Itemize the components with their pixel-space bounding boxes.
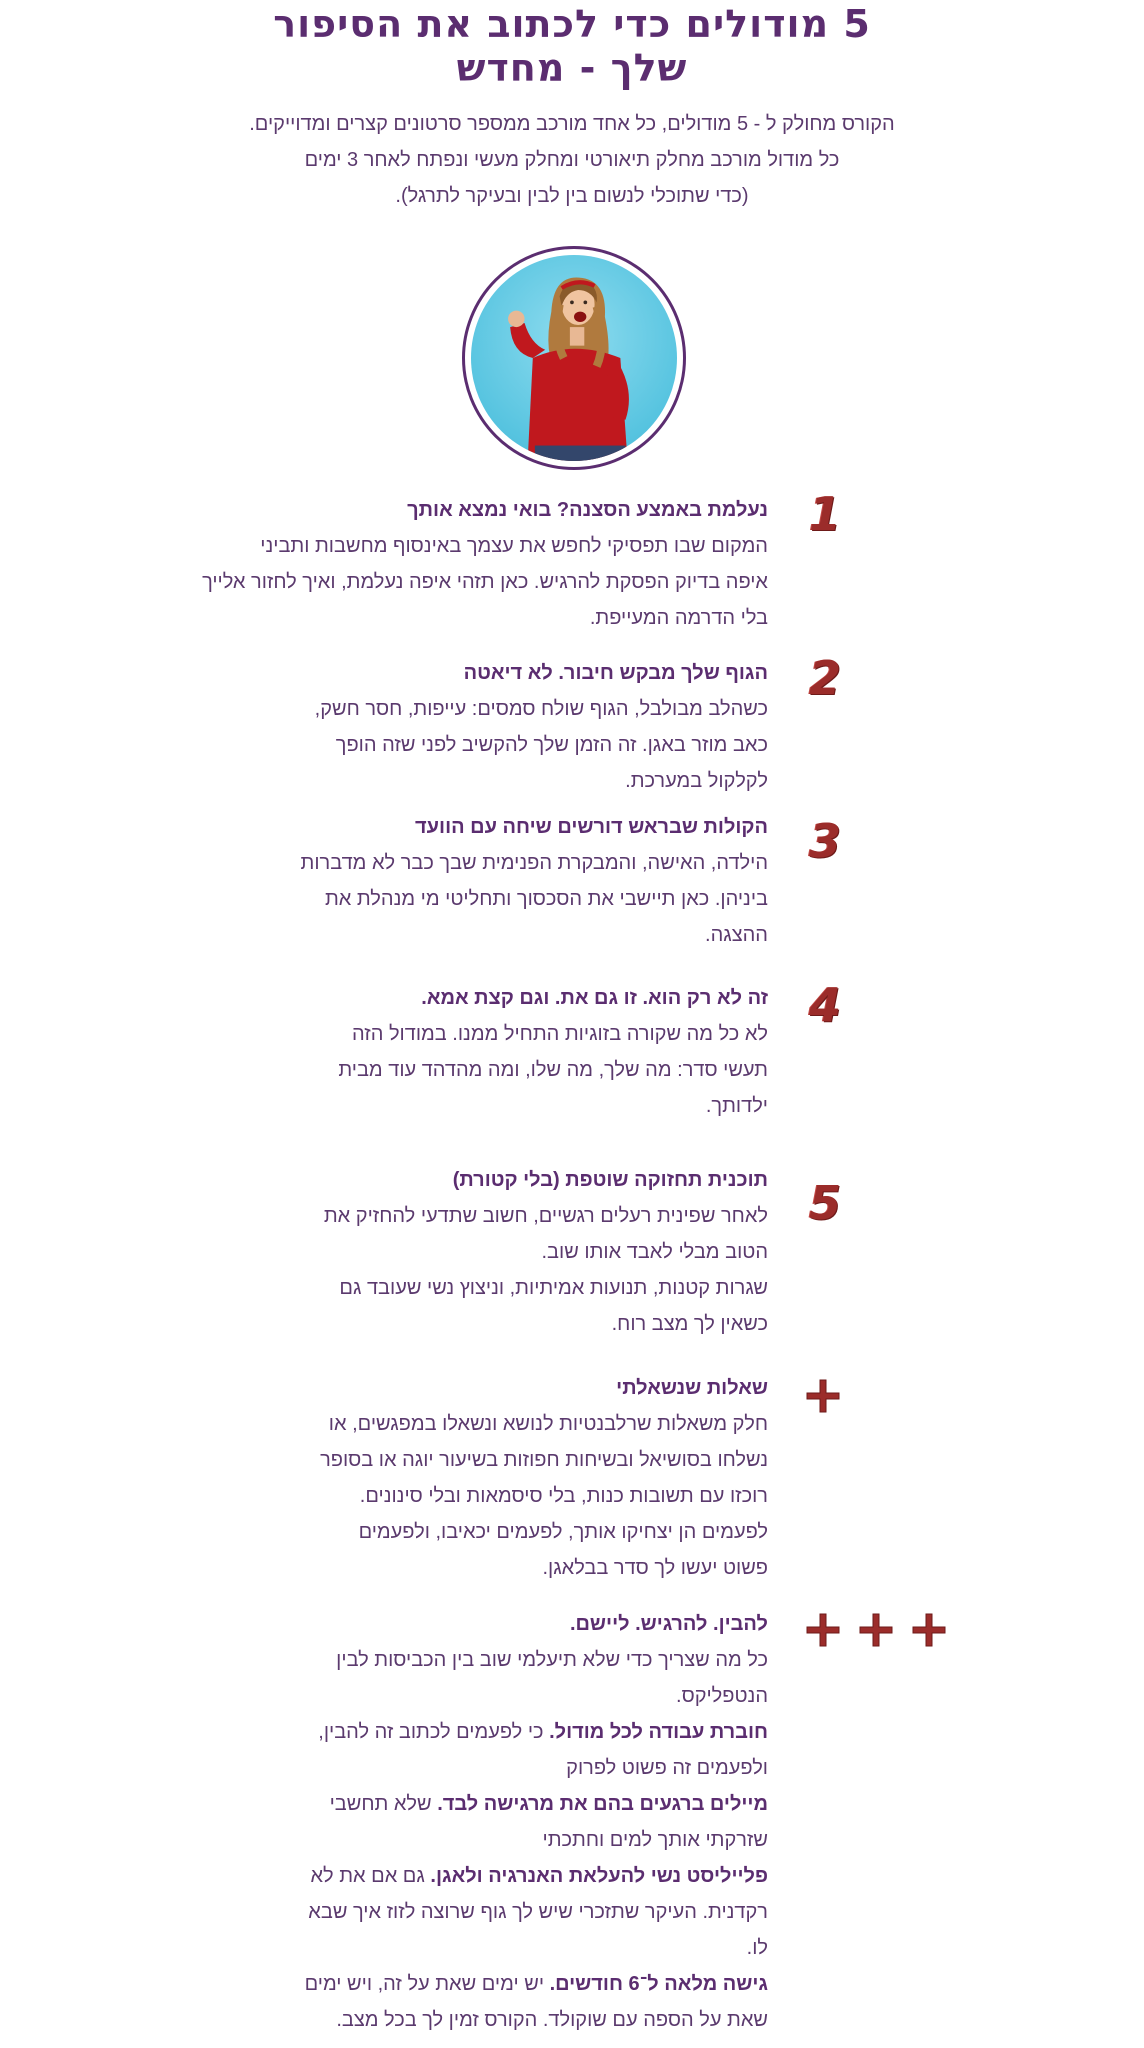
intro-text (0, 106, 1144, 214)
woman-pointing-photo (471, 255, 677, 461)
module-line: לאחר שפינית רעלים רגשיים, חשוב שתדעי להחזיק את (323, 1205, 768, 1227)
bonus-item-title: מיילים ברגעים בהם את מרגישה לבד. (437, 1793, 768, 1815)
module-line: כשאין לך מצב רוח. (611, 1313, 768, 1335)
module-line: בלי הדרמה המעייפת. (589, 607, 768, 629)
bonus-item-text: שלא תחשבי (329, 1793, 438, 1815)
intro-line-1: הקורס מחולק ל - 5 מודולים, כל אחד מורכב ממספר סרטונים קצרים ומדוייקים. (249, 113, 895, 135)
module-line: שאת על הספה עם שוקולד. הקורס זמין לך בכל מצב. (336, 2009, 768, 2031)
module-line: שגרות קטנות, תנועות אמיתיות, וניצוץ נשי שעובד גם (339, 1277, 768, 1299)
plus-icon (856, 1610, 896, 1650)
module-line: ילדותך. (705, 1095, 768, 1117)
bonus-item-title: גישה מלאה ל־6 חודשים. (549, 1973, 768, 1995)
module-heading: תוכנית תחזוקה שוטפת (בלי קטורת) (452, 1169, 768, 1191)
bonus-item-title: חוברת עבודה לכל מודול. (549, 1721, 768, 1743)
module-marker-3: 3 (808, 814, 841, 868)
module-line: הנטפליקס. (676, 1685, 768, 1707)
module-1 (202, 492, 768, 636)
module-line: הטוב מבלי לאבד אותו שוב. (541, 1241, 768, 1263)
bonus-item-workbook (228, 1714, 768, 1750)
intro-line-3: (כדי שתוכלי לנשום בין לבין ובעיקר לתרגל). (395, 185, 749, 207)
intro-line-2: כל מודול מורכב מחלק תיאורטי ומחלק מעשי ונפתח לאחר 3 ימים (304, 149, 840, 171)
plus-icon (909, 1610, 949, 1650)
module-line: איפה בדיוק הפסקת להרגיש. כאן תזהי איפה נעלמת, ואיך לחזור אלייך (202, 571, 768, 593)
module-line: פשוט יעשו לך סדר בבלאגן. (542, 1557, 768, 1579)
bonus-item-title: פלייליסט נשי להעלאת האנרגיה ולאגן. (430, 1865, 768, 1887)
module-heading: הקולות שבראש דורשים שיחה עם הוועד (415, 816, 768, 838)
plus-icon (803, 1376, 843, 1416)
questions-section (228, 1370, 768, 1586)
module-line: נשלחו בסושיאל ובשיחות חפוזות בשיעור יוגה או בסופר (320, 1449, 768, 1471)
page-title (0, 2, 1144, 90)
module-line: תעשי סדר: מה שלך, מה שלו, ומה מהדהד עוד מבית (338, 1059, 768, 1081)
module-line: לא כל מה שקורה בזוגיות התחיל ממנו. במודול הזה (351, 1023, 768, 1045)
module-line: לפעמים הן יצחיקו אותך, לפעמים יכאיבו, ולפעמים (358, 1521, 768, 1543)
module-line: ההצגה. (705, 924, 768, 946)
page-title-line-2: שלך - מחדש (456, 46, 688, 90)
module-line: לו. (746, 1937, 768, 1959)
module-line: רקדנית. העיקר שתזכרי שיש לך גוף שרוצה לזוז איך שבא (308, 1901, 768, 1923)
bonus-item-emails (228, 1786, 768, 1822)
module-line: ולפעמים זה פשוט לפרוק (566, 1757, 768, 1779)
module-4 (228, 980, 768, 1124)
bonus-item-text: יש ימים שאת על זה, ויש ימים (304, 1973, 550, 1995)
module-line: הילדה, האישה, והמבקרת הפנימית שבך כבר לא מדברות (300, 852, 768, 874)
module-line: חלק משאלות שרלבנטיות לנושא ונשאלו במפגשים, או (328, 1413, 768, 1435)
module-heading: שאלות שנשאלתי (616, 1377, 768, 1399)
module-marker-1: 1 (808, 487, 841, 541)
bonus-item-playlist (228, 1858, 768, 1894)
avatar (462, 246, 686, 470)
module-marker-5: 5 (808, 1176, 841, 1230)
module-heading: זה לא רק הוא. זו גם את. וגם קצת אמא. (421, 987, 768, 1009)
module-line: כל מה שצריך כדי שלא תיעלמי שוב בין הכביסות לבין (336, 1649, 768, 1671)
page-title-line-1: 5 מודולים כדי לכתוב את הסיפור (273, 2, 871, 46)
module-5 (228, 1162, 768, 1342)
module-heading: להבין. להרגיש. ליישם. (569, 1613, 768, 1635)
bonus-section (228, 1606, 768, 2038)
module-line: ביניהן. כאן תיישבי את הסכסוך ותחליטי מי מנהלת את (324, 888, 768, 910)
plus-icon (803, 1610, 843, 1650)
bonus-item-text: גם אם את לא (310, 1865, 431, 1887)
module-line: שזרקתי אותך למים וחתכתי (542, 1829, 768, 1851)
module-3 (228, 809, 768, 953)
woman-illustration-icon (471, 255, 677, 461)
module-line: כאב מוזר באגן. זה הזמן שלך להקשיב לפני שזה הופך (335, 734, 768, 756)
module-heading: נעלמת באמצע הסצנה? בואי נמצא אותך (407, 499, 768, 521)
bonus-item-text: כי לפעמים לכתוב זה להבין, (318, 1721, 550, 1743)
module-marker-4: 4 (808, 978, 841, 1032)
bonus-item-access (228, 1966, 768, 2002)
module-2 (228, 655, 768, 799)
module-heading: הגוף שלך מבקש חיבור. לא דיאטה (463, 662, 768, 684)
module-line: לקלקול במערכת. (625, 770, 768, 792)
module-marker-2: 2 (808, 651, 841, 705)
module-line: כשהלב מבולבל, הגוף שולח סמסים: עייפות, חסר חשק, (314, 698, 768, 720)
module-line: רוכזו עם תשובות כנות, בלי סיסמאות ובלי סינונים. (359, 1485, 768, 1507)
module-line: המקום שבו תפסיקי לחפש את עצמך באינסוף מחשבות ותביני (260, 535, 768, 557)
